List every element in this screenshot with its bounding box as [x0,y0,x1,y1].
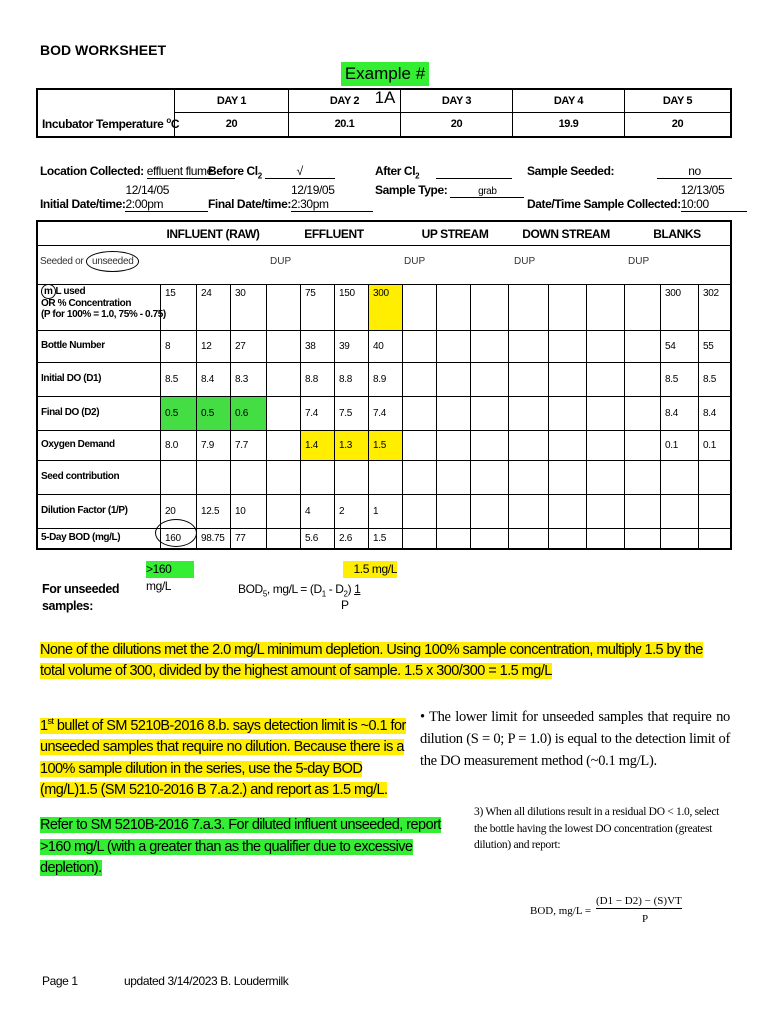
ml-or-line: OR % Concentration [41,297,132,309]
day-header: DAY 1 [174,90,288,113]
dup-label: DUP [270,256,292,267]
group-header: BLANKS [653,227,701,241]
influent-initial-cell: 8.4 [201,374,215,385]
seeded-label [40,256,139,267]
influent-bottle-cell: 8 [165,341,171,352]
after-cl2-blank [436,164,512,179]
effluent-df-cell: 1 [373,506,379,517]
effluent-bod-cell: 5.6 [305,533,319,544]
dup-label: DUP [514,256,536,267]
effluent-final-cell: 7.4 [373,408,387,419]
influent-ml-cell: 15 [165,288,176,299]
incubator-grid [174,90,730,136]
sample-seeded-label: Sample Seeded: [527,164,615,178]
effluent-result: 1.5 mg/L [343,561,397,578]
effluent-bottle-cell: 40 [373,341,384,352]
ml-p-line: (P for 100% = 1.0, 75% - 0.75) [41,309,166,320]
dup-label: DUP [628,256,650,267]
incubator-table [36,88,732,138]
effluent-ml-cell: 300 [369,285,402,330]
initial-dt-value: 12/14/05 2:00pm [125,183,208,212]
seeded-prefix: Seeded or [40,256,86,267]
bod-160-circle [155,519,197,547]
influent-bottle-cell: 12 [201,341,212,352]
row-label: Dilution Factor (1/P) [41,505,128,516]
col-rule [624,284,625,548]
day-header: DAY 5 [624,90,730,113]
row-label: 5-Day BOD (mg/L) [41,532,121,543]
formula-denominator: P [341,598,349,612]
group-header: DOWN STREAM [522,227,610,241]
influent-initial-cell: 8.3 [235,374,249,385]
initial-dt-label: Initial Date/time: [40,197,126,211]
location-value: effluent flume [147,164,235,179]
after-cl2-sub: 2 [415,171,420,181]
influent-od-cell: 7.9 [201,440,215,451]
location-row [40,164,235,179]
group-header-rule [38,245,730,246]
col-rule [508,284,509,548]
influent-final-cell: 0.5 [197,397,230,430]
influent-od-cell: 7.7 [235,440,249,451]
col-rule [402,284,403,548]
row-label: Bottle Number [41,340,105,351]
row-rule [38,460,730,461]
effluent-bottle-cell: 39 [339,341,350,352]
blanks-bottle-cell: 55 [703,341,714,352]
quote-formula-num: (D1 − D2) − (S)VT [596,895,682,907]
blanks-od-cell: 0.1 [665,440,679,451]
effluent-df-cell: 4 [305,506,311,517]
col-rule [548,284,549,548]
effluent-bottle-cell: 38 [305,341,316,352]
influent-final-cell: 0.5 [161,397,196,430]
group-header: EFFLUENT [304,227,364,241]
effluent-initial-cell: 8.8 [339,374,353,385]
influent-od-cell: 8.0 [165,440,179,451]
final-dt-label: Final Date/time: [208,197,291,211]
before-cl2-value: √ [265,164,335,179]
effluent-final-cell: 7.4 [305,408,319,419]
quote-1: • The lower limit for unseeded samples that require no dilution (S = 0; P = 1.0) is equal to the detection limit of the DO measurement method (~0.1 mg/L). [420,709,730,769]
group-header: UP STREAM [421,227,489,241]
note-3-text: Refer to SM 5210B-2016 7.a.3. For diluted influent unseeded, report >160 mg/L (with a greater than as the qualifier due to excessive depletion). [40,817,441,876]
col-rule [436,284,437,548]
note-2-sup: st [47,716,54,726]
unseeded-label [42,581,119,615]
influent-bod-cell: 160 [165,533,181,544]
collected-value: 12/13/05 10:00 [681,183,747,212]
col-rule [470,284,471,548]
effluent-od-cell: 1.5 [369,431,402,460]
day-header: DAY 4 [512,90,624,113]
col-rule [266,284,267,548]
influent-result: >160 mg/L [146,561,194,578]
influent-ml-cell: 30 [235,288,246,299]
row-label: Initial DO (D1) [41,373,102,384]
row-label: Oxygen Demand [41,439,115,450]
quote-formula-den: P [642,913,649,925]
blanks-final-cell: 8.4 [665,408,679,419]
effluent-final-cell: 7.5 [339,408,353,419]
blanks-initial-cell: 8.5 [703,374,717,385]
effluent-initial-cell: 8.8 [305,374,319,385]
before-cl2-label: Before Cl [208,164,258,178]
effluent-ml-cell: 75 [305,288,316,299]
sample-seeded-row [527,164,732,179]
ml-used-text: L used [55,286,86,297]
influent-df-cell: 12.5 [201,506,220,517]
day-header: DAY 3 [400,90,512,113]
quote-formula-lhs: BOD, mg/L = [530,905,592,917]
unseeded-line1: For unseeded [42,582,120,596]
effluent-bod-cell: 1.5 [373,533,387,544]
effluent-bod-cell: 2.6 [339,533,353,544]
influent-bod-cell: 77 [235,533,246,544]
day-temp: 20 [624,113,730,136]
note-2 [40,711,415,802]
day-temp: 20 [400,113,512,136]
row-label: Seed contribution [41,471,120,482]
blanks-bottle-cell: 54 [665,341,676,352]
note-3 [40,815,460,880]
influent-bottle-cell: 27 [235,341,246,352]
main-table [36,220,732,550]
day-temp: 20 [174,113,288,136]
sample-type-label: Sample Type: [375,183,448,197]
collected-label: Date/Time Sample Collected: [527,197,681,211]
final-dt-row [208,183,373,212]
col-rule [586,284,587,548]
bod-formula: $BOD_5$, $mg/L = (D_1 - D_2)$ 1 [238,582,361,599]
row-label: Final DO (D2) [41,407,100,418]
before-cl2-sub: 2 [257,171,262,181]
after-cl2-label: After Cl [375,164,416,178]
ml-circled: m [41,284,56,299]
incubator-label: Incubator Temperature $^o$C [42,116,180,131]
blanks-od-cell: 0.1 [703,440,717,451]
formula-numerator: 1 [354,582,361,596]
quote-2: 3) When all dilutions result in a residual DO < 1.0, select the bottle having the lowest DO concentration (greatest dilution) and report: [474,806,720,851]
group-header: INFLUENT (RAW) [166,227,260,241]
influent-bod-cell: 98.75 [201,533,225,544]
effluent-od-cell: 1.4 [301,431,334,460]
note-2-pre: 1 [40,717,48,734]
dup-label: DUP [404,256,426,267]
effluent-df-cell: 2 [339,506,345,517]
location-label: Location Collected: [40,164,144,178]
effluent-od-cell: 1.3 [335,431,368,460]
blanks-final-cell: 8.4 [703,408,717,419]
after-cl2-row [375,164,512,180]
note-1-text: None of the dilutions met the 2.0 mg/L minimum depletion. Using 100% sample concentration, multiply 1.5 by the total volume of 300, divided by the highest amount of sample. 1.5 x 300/300 = 1.5 mg/L [40,642,703,679]
blanks-ml-cell: 302 [703,288,719,299]
unseeded-line2: samples: [42,599,93,613]
blanks-ml-cell: 300 [665,288,681,299]
influent-df-cell: 20 [165,506,176,517]
sample-type-value: grab [450,186,524,198]
day-temp: 19.9 [512,113,624,136]
main-grid [38,222,730,548]
footer-page: Page 1 [42,974,78,988]
collected-row [527,183,747,212]
final-dt-value: 12/19/05 2:30pm [291,183,373,212]
seeded-circled: unseeded [86,251,140,272]
footer-updated: updated 3/14/2023 B. Loudermilk [124,974,289,988]
note-1 [40,640,712,682]
before-cl2-row [208,164,335,180]
influent-initial-cell: 8.5 [165,374,179,385]
effluent-ml-cell: 150 [339,288,355,299]
blanks-initial-cell: 8.5 [665,374,679,385]
day-header: DAY 2 [288,90,400,113]
example-label: Example # 1A [341,62,429,86]
influent-ml-cell: 24 [201,288,212,299]
sample-seeded-value: no [657,164,732,179]
effluent-initial-cell: 8.9 [373,374,387,385]
influent-final-cell: 0.6 [231,397,266,430]
sample-type-row [375,183,524,198]
influent-df-cell: 10 [235,506,246,517]
initial-dt-row [40,183,208,212]
note-2-body: bullet of SM 5210B-2016 8.b. says detection limit is ~0.1 for unseeded samples that require no dilution. Because there is a 100% sample dilution in the series, use the 5-day BOD (mg/L)1.5 (SM 5210-2016 B 7.a.2.) and report as 1.5 mg/L. [40,717,406,799]
day-temp: 20.1 [288,113,400,136]
ml-used-label [41,286,166,321]
page-title: BOD WORKSHEET [40,42,166,58]
